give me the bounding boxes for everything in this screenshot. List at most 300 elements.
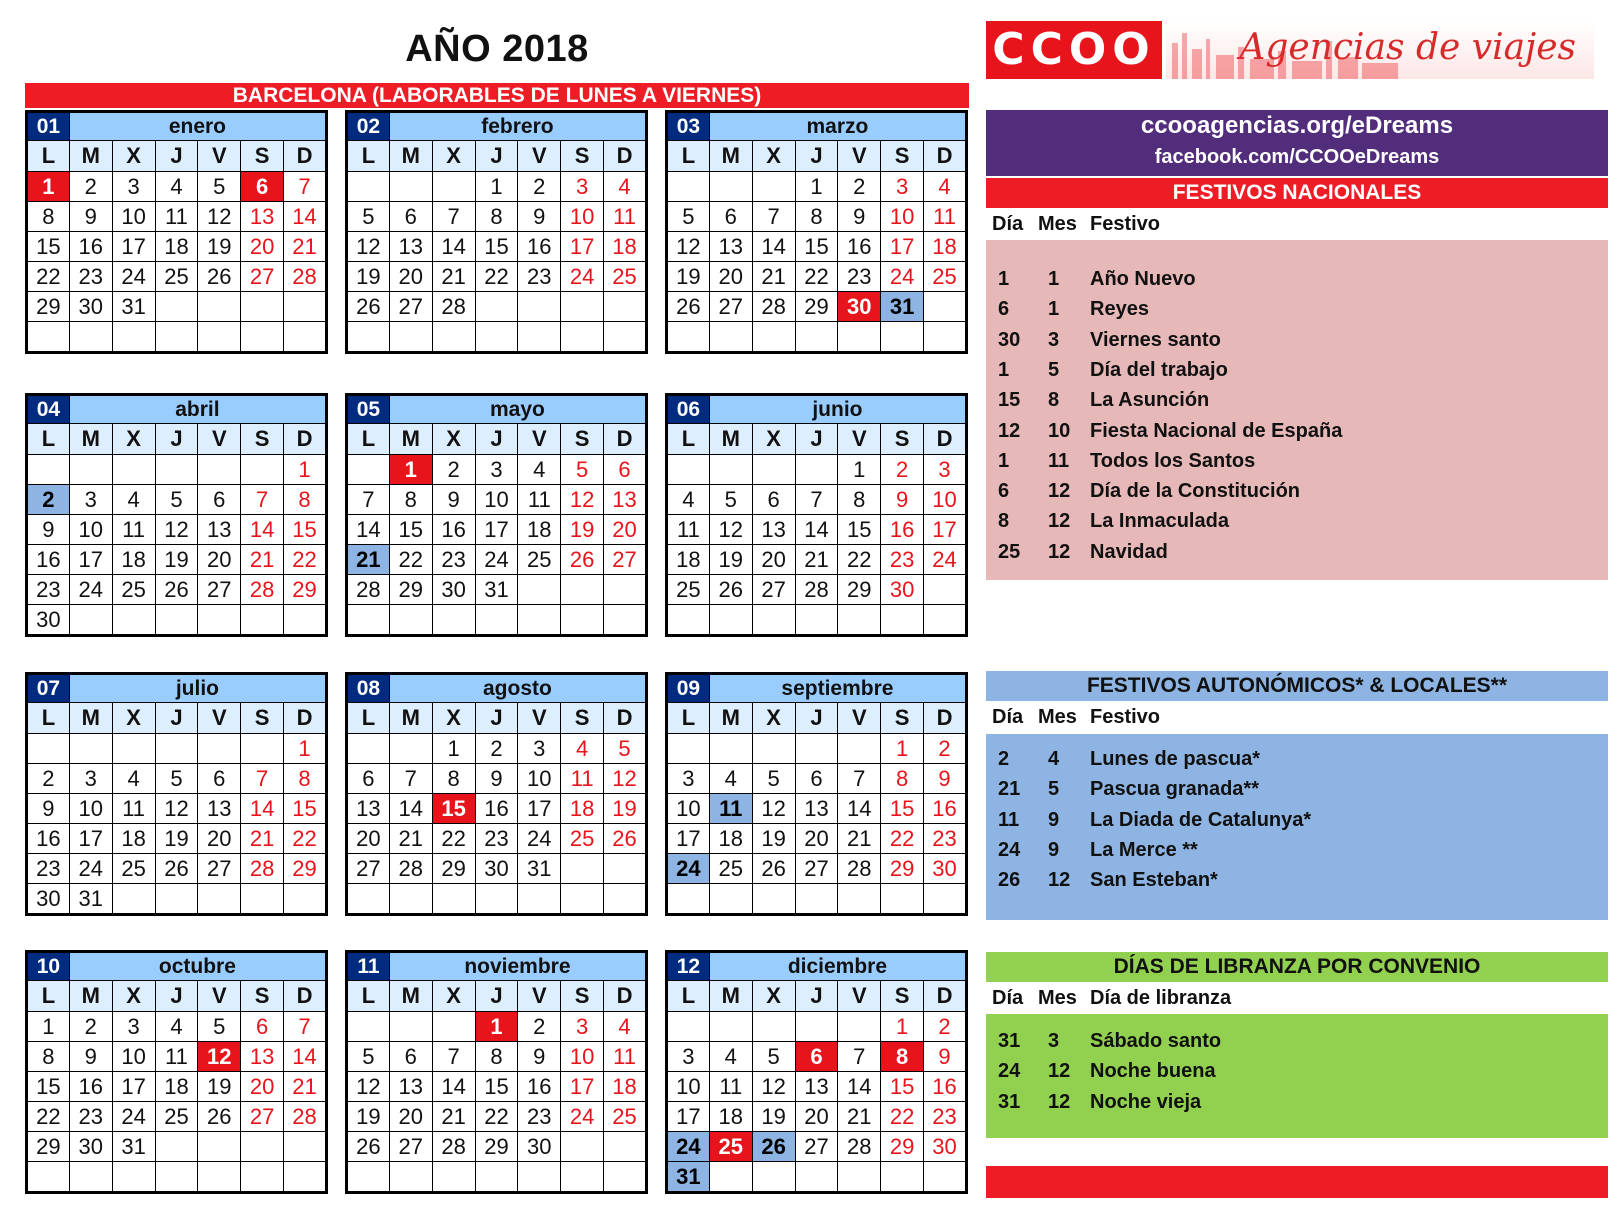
weekday-header: J	[795, 141, 838, 172]
empty-cell	[155, 734, 198, 764]
day-cell: 13	[389, 232, 432, 262]
col-libranza: Día de libranza	[1090, 987, 1232, 1009]
empty-cell	[924, 322, 967, 353]
empty-cell	[347, 1012, 390, 1042]
holiday-name: La Asunción	[1090, 389, 1210, 412]
day-cell: 8	[284, 764, 327, 794]
day-cell: 19	[347, 1102, 390, 1132]
day-cell: 26	[561, 545, 604, 575]
month-calendar	[25, 950, 328, 1229]
empty-cell	[604, 1132, 647, 1162]
day-cell: 26	[155, 854, 198, 884]
holiday-row	[986, 355, 1608, 385]
day-cell: 17	[667, 1102, 710, 1132]
holiday-name: Noche buena	[1090, 1060, 1216, 1083]
empty-cell	[284, 1132, 327, 1162]
day-cell: 20	[198, 545, 241, 575]
holiday-month: 1	[1048, 298, 1060, 321]
weekday-header: J	[475, 424, 518, 455]
day-cell: 11	[112, 515, 155, 545]
weekday-header: X	[112, 141, 155, 172]
day-cell: 19	[752, 1102, 795, 1132]
day-cell: 22	[284, 545, 327, 575]
day-cell: 24	[881, 262, 924, 292]
weekday-header: S	[561, 981, 604, 1012]
day-cell: 26	[667, 292, 710, 322]
month-name: junio	[709, 395, 966, 424]
holiday-day: 15	[998, 389, 1021, 412]
day-cell: 24	[561, 1102, 604, 1132]
empty-cell	[347, 172, 390, 202]
day-cell: 9	[475, 764, 518, 794]
empty-cell	[475, 605, 518, 636]
holiday-month: 3	[1048, 1030, 1060, 1052]
weekday-header: M	[69, 981, 112, 1012]
month-name: abril	[69, 395, 326, 424]
empty-cell	[561, 1162, 604, 1193]
day-cell: 17	[475, 515, 518, 545]
holiday-name: Fiesta Nacional de España	[1090, 419, 1343, 442]
empty-cell	[795, 1012, 838, 1042]
holiday-row	[986, 835, 1608, 865]
day-cell: 24	[112, 262, 155, 292]
holiday-month: 12	[1048, 1060, 1071, 1083]
weekday-header: V	[518, 981, 561, 1012]
weekday-header: L	[27, 424, 70, 455]
holiday-name: Todos los Santos	[1090, 449, 1256, 472]
month-name: julio	[69, 674, 326, 703]
day-cell: 4	[112, 764, 155, 794]
day-cell: 24	[667, 1132, 710, 1162]
day-cell: 17	[667, 824, 710, 854]
day-cell: 12	[752, 1072, 795, 1102]
day-cell: 16	[924, 1072, 967, 1102]
day-cell: 23	[27, 854, 70, 884]
month-calendar	[25, 393, 328, 672]
empty-cell	[604, 322, 647, 353]
day-cell: 6	[795, 1042, 838, 1072]
day-cell: 22	[27, 1102, 70, 1132]
empty-cell	[27, 455, 70, 485]
day-cell: 12	[561, 485, 604, 515]
day-cell: 2	[518, 172, 561, 202]
day-cell: 21	[284, 232, 327, 262]
empty-cell	[709, 884, 752, 915]
weekday-header: S	[561, 141, 604, 172]
weekday-header: X	[432, 424, 475, 455]
day-cell: 5	[198, 1012, 241, 1042]
day-cell: 6	[752, 485, 795, 515]
day-cell: 21	[838, 824, 881, 854]
day-cell: 5	[709, 485, 752, 515]
empty-cell	[518, 292, 561, 322]
empty-cell	[112, 884, 155, 915]
empty-cell	[198, 605, 241, 636]
empty-cell	[752, 1012, 795, 1042]
day-cell: 14	[284, 1042, 327, 1072]
month-calendar	[25, 110, 328, 389]
day-cell: 20	[752, 545, 795, 575]
day-cell: 24	[69, 575, 112, 605]
day-cell: 20	[198, 824, 241, 854]
weekday-header: J	[475, 981, 518, 1012]
empty-cell	[667, 1012, 710, 1042]
day-cell: 22	[795, 262, 838, 292]
day-cell: 12	[198, 202, 241, 232]
day-cell: 22	[881, 1102, 924, 1132]
day-cell: 21	[389, 824, 432, 854]
day-cell: 24	[667, 854, 710, 884]
empty-cell	[241, 322, 284, 353]
day-cell: 15	[881, 794, 924, 824]
day-cell: 1	[27, 172, 70, 202]
day-cell: 27	[604, 545, 647, 575]
empty-cell	[198, 1162, 241, 1193]
autonomicos-columns	[986, 701, 1608, 733]
day-cell: 9	[432, 485, 475, 515]
day-cell: 25	[604, 262, 647, 292]
day-cell: 15	[475, 1072, 518, 1102]
day-cell: 28	[432, 1132, 475, 1162]
col-mes: Mes	[1038, 706, 1077, 728]
day-cell: 2	[924, 734, 967, 764]
day-cell: 26	[155, 575, 198, 605]
day-cell: 1	[881, 734, 924, 764]
day-cell: 11	[604, 202, 647, 232]
day-cell: 12	[709, 515, 752, 545]
holiday-month: 1	[1048, 268, 1060, 290]
day-cell: 7	[347, 485, 390, 515]
day-cell: 8	[27, 202, 70, 232]
day-cell: 26	[752, 1132, 795, 1162]
day-cell: 10	[69, 515, 112, 545]
holiday-row	[986, 1056, 1608, 1086]
weekday-header: D	[924, 703, 967, 734]
day-cell: 21	[838, 1102, 881, 1132]
day-cell: 22	[27, 262, 70, 292]
month-number: 12	[667, 952, 710, 981]
month-name: enero	[69, 112, 326, 141]
day-cell: 31	[667, 1162, 710, 1193]
empty-cell	[475, 292, 518, 322]
empty-cell	[69, 1162, 112, 1193]
day-cell: 26	[198, 1102, 241, 1132]
day-cell: 12	[155, 794, 198, 824]
empty-cell	[347, 734, 390, 764]
day-cell: 3	[667, 764, 710, 794]
day-cell: 23	[69, 262, 112, 292]
col-dia: Día	[992, 987, 1024, 1009]
weekday-header: D	[604, 141, 647, 172]
holiday-row	[986, 506, 1608, 536]
weekday-header: V	[198, 703, 241, 734]
day-cell: 1	[27, 1012, 70, 1042]
day-cell: 11	[518, 485, 561, 515]
weekday-header: J	[475, 703, 518, 734]
day-cell: 7	[432, 1042, 475, 1072]
day-cell: 24	[561, 262, 604, 292]
holiday-month: 10	[1048, 419, 1071, 442]
weekday-header: D	[924, 981, 967, 1012]
empty-cell	[241, 292, 284, 322]
empty-cell	[881, 1162, 924, 1193]
day-cell: 10	[112, 1042, 155, 1072]
libranza-heading: DÍAS DE LIBRANZA POR CONVENIO	[986, 952, 1608, 982]
day-cell: 4	[518, 455, 561, 485]
day-cell: 20	[795, 1102, 838, 1132]
weekday-header: S	[561, 424, 604, 455]
day-cell: 29	[432, 854, 475, 884]
day-cell: 31	[518, 854, 561, 884]
day-cell: 2	[881, 455, 924, 485]
empty-cell	[112, 605, 155, 636]
weekday-header: V	[838, 141, 881, 172]
day-cell: 27	[752, 575, 795, 605]
empty-cell	[284, 884, 327, 915]
day-cell: 22	[284, 824, 327, 854]
day-cell: 24	[69, 854, 112, 884]
month-name: octubre	[69, 952, 326, 981]
holiday-month: 9	[1048, 838, 1060, 861]
day-cell: 11	[709, 1072, 752, 1102]
empty-cell	[347, 605, 390, 636]
empty-cell	[198, 455, 241, 485]
day-cell: 31	[475, 575, 518, 605]
day-cell: 1	[389, 455, 432, 485]
empty-cell	[155, 1162, 198, 1193]
month-name: diciembre	[709, 952, 966, 981]
day-cell: 23	[475, 824, 518, 854]
holiday-month: 12	[1048, 540, 1071, 563]
day-cell: 12	[347, 1072, 390, 1102]
empty-cell	[604, 605, 647, 636]
day-cell: 5	[347, 1042, 390, 1072]
day-cell: 17	[69, 545, 112, 575]
day-cell: 19	[561, 515, 604, 545]
day-cell: 8	[27, 1042, 70, 1072]
day-cell: 19	[709, 545, 752, 575]
weekday-header: D	[604, 424, 647, 455]
day-cell: 5	[155, 764, 198, 794]
day-cell: 7	[241, 764, 284, 794]
day-cell: 15	[389, 515, 432, 545]
day-cell: 9	[881, 485, 924, 515]
empty-cell	[432, 172, 475, 202]
holiday-row	[986, 774, 1608, 804]
empty-cell	[69, 322, 112, 353]
empty-cell	[241, 1162, 284, 1193]
month-name: agosto	[389, 674, 646, 703]
day-cell: 16	[924, 794, 967, 824]
empty-cell	[795, 455, 838, 485]
day-cell: 2	[27, 764, 70, 794]
holiday-month: 11	[1048, 449, 1070, 472]
empty-cell	[432, 1012, 475, 1042]
day-cell: 16	[27, 824, 70, 854]
day-cell: 23	[518, 1102, 561, 1132]
day-cell: 31	[112, 1132, 155, 1162]
holiday-row	[986, 537, 1608, 567]
ccoo-logo	[986, 21, 1594, 79]
day-cell: 1	[284, 455, 327, 485]
empty-cell	[561, 605, 604, 636]
holiday-row	[986, 744, 1608, 774]
day-cell: 28	[347, 575, 390, 605]
month-number: 09	[667, 674, 710, 703]
day-cell: 19	[198, 232, 241, 262]
day-cell: 9	[924, 1042, 967, 1072]
month-calendar	[665, 672, 968, 951]
weekday-header: V	[518, 424, 561, 455]
month-calendar	[345, 393, 648, 672]
weekday-header: M	[69, 703, 112, 734]
day-cell: 9	[924, 764, 967, 794]
day-cell: 27	[198, 575, 241, 605]
col-mes: Mes	[1038, 987, 1077, 1009]
day-cell: 30	[924, 1132, 967, 1162]
empty-cell	[561, 292, 604, 322]
col-dia: Día	[992, 213, 1024, 235]
day-cell: 9	[27, 515, 70, 545]
holiday-name: Reyes	[1090, 298, 1149, 321]
empty-cell	[432, 884, 475, 915]
day-cell: 13	[347, 794, 390, 824]
holiday-month: 12	[1048, 1090, 1071, 1113]
web-link[interactable]: ccooagencias.org/eDreams	[1140, 112, 1454, 139]
month-name: mayo	[389, 395, 646, 424]
day-cell: 22	[389, 545, 432, 575]
weekday-header: D	[284, 981, 327, 1012]
day-cell: 6	[198, 485, 241, 515]
empty-cell	[241, 884, 284, 915]
day-cell: 2	[69, 172, 112, 202]
day-cell: 1	[475, 172, 518, 202]
weekday-header: X	[112, 981, 155, 1012]
day-cell: 17	[561, 232, 604, 262]
holiday-day: 31	[998, 1030, 1021, 1052]
weekday-header: V	[518, 141, 561, 172]
day-cell: 10	[881, 202, 924, 232]
day-cell: 16	[518, 1072, 561, 1102]
day-cell: 8	[881, 764, 924, 794]
month-number: 05	[347, 395, 390, 424]
day-cell: 28	[241, 575, 284, 605]
day-cell: 27	[795, 1132, 838, 1162]
empty-cell	[432, 605, 475, 636]
day-cell: 28	[241, 854, 284, 884]
empty-cell	[752, 884, 795, 915]
day-cell: 7	[284, 1012, 327, 1042]
weekday-header: D	[924, 141, 967, 172]
day-cell: 1	[838, 455, 881, 485]
day-cell: 26	[347, 292, 390, 322]
day-cell: 4	[561, 734, 604, 764]
day-cell: 30	[27, 605, 70, 636]
day-cell: 6	[709, 202, 752, 232]
day-cell: 21	[432, 1102, 475, 1132]
weekday-header: V	[838, 703, 881, 734]
day-cell: 27	[389, 292, 432, 322]
day-cell: 14	[347, 515, 390, 545]
day-cell: 29	[284, 575, 327, 605]
weekday-header: D	[284, 141, 327, 172]
footer-red-bar	[986, 1166, 1608, 1198]
day-cell: 17	[518, 794, 561, 824]
empty-cell	[561, 1132, 604, 1162]
day-cell: 2	[432, 455, 475, 485]
day-cell: 29	[27, 292, 70, 322]
day-cell: 7	[838, 764, 881, 794]
weekday-header: L	[347, 703, 390, 734]
holiday-month: 3	[1048, 328, 1060, 351]
day-cell: 19	[155, 824, 198, 854]
holiday-name: Viernes santo	[1090, 328, 1221, 351]
day-cell: 14	[432, 1072, 475, 1102]
day-cell: 15	[475, 232, 518, 262]
holiday-day: 31	[998, 1090, 1021, 1113]
day-cell: 3	[112, 1012, 155, 1042]
day-cell: 5	[198, 172, 241, 202]
empty-cell	[347, 1162, 390, 1193]
col-dia: Día	[992, 706, 1024, 728]
day-cell: 20	[389, 262, 432, 292]
day-cell: 15	[284, 515, 327, 545]
day-cell: 17	[112, 1072, 155, 1102]
weekday-header: J	[475, 141, 518, 172]
empty-cell	[795, 322, 838, 353]
empty-cell	[838, 1162, 881, 1193]
day-cell: 3	[69, 485, 112, 515]
empty-cell	[881, 605, 924, 636]
libranza-list	[986, 1014, 1608, 1138]
empty-cell	[795, 734, 838, 764]
day-cell: 4	[667, 485, 710, 515]
empty-cell	[604, 292, 647, 322]
day-cell: 16	[69, 232, 112, 262]
day-cell: 26	[347, 1132, 390, 1162]
weekday-header: J	[155, 424, 198, 455]
empty-cell	[389, 884, 432, 915]
weekday-header: M	[69, 424, 112, 455]
month-number: 06	[667, 395, 710, 424]
holiday-name: Pascua granada**	[1090, 778, 1259, 801]
empty-cell	[924, 884, 967, 915]
day-cell: 22	[475, 1102, 518, 1132]
empty-cell	[838, 322, 881, 353]
empty-cell	[752, 172, 795, 202]
holiday-row	[986, 476, 1608, 506]
holiday-name: Lunes de pascua*	[1090, 748, 1261, 770]
weekday-header: X	[432, 703, 475, 734]
holiday-month: 12	[1048, 510, 1071, 533]
day-cell: 9	[69, 202, 112, 232]
holiday-name: San Esteban*	[1090, 869, 1218, 892]
day-cell: 12	[752, 794, 795, 824]
month-number: 11	[347, 952, 390, 981]
weekday-header: J	[795, 424, 838, 455]
day-cell: 19	[667, 262, 710, 292]
day-cell: 28	[284, 1102, 327, 1132]
calendar-subtitle: BARCELONA (LABORABLES DE LUNES A VIERNES)	[25, 83, 969, 108]
empty-cell	[752, 455, 795, 485]
weekday-header: X	[752, 424, 795, 455]
facebook-link[interactable]: facebook.com/CCOOeDreams	[1154, 146, 1440, 168]
day-cell: 16	[475, 794, 518, 824]
day-cell: 28	[432, 292, 475, 322]
empty-cell	[709, 1012, 752, 1042]
holiday-row	[986, 865, 1608, 895]
empty-cell	[604, 1162, 647, 1193]
